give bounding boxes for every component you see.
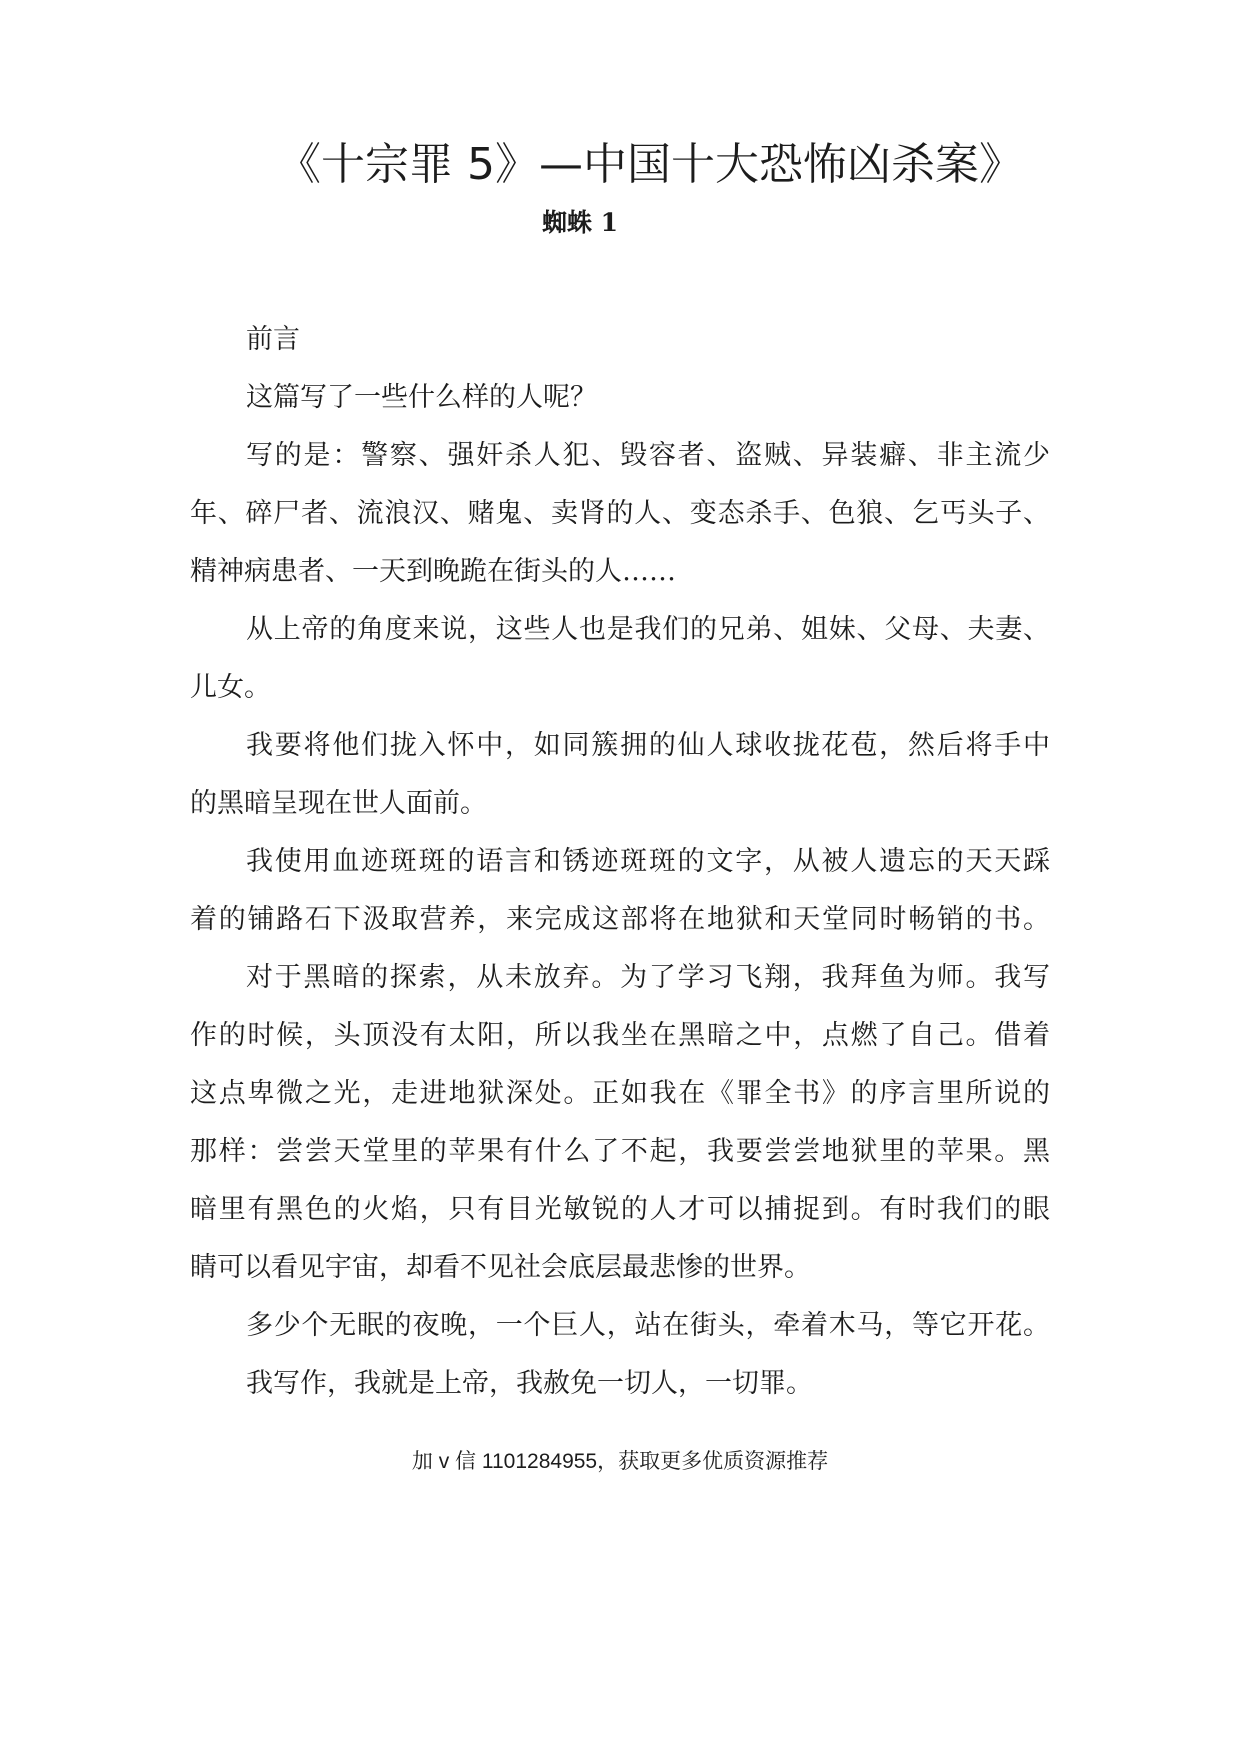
paragraph-line: 写的是：警察、强奸杀人犯、毁容者、盗贼、异装癖、非主流少 (246, 440, 1050, 471)
paragraph-line: 作的时候，头顶没有太阳，所以我坐在黑暗之中，点燃了自己。借着 (190, 1020, 1050, 1051)
paragraph (190, 717, 1050, 833)
paragraph-line: 那样：尝尝天堂里的苹果有什么了不起，我要尝尝地狱里的苹果。黑 (190, 1136, 1050, 1167)
paragraph (190, 601, 1050, 717)
paragraph-line: 年、碎尸者、流浪汉、赌鬼、卖肾的人、变态杀手、色狼、乞丐头子、 (190, 498, 1050, 529)
paragraph-line: 我写作，我就是上帝，我赦免一切人，一切罪。 (246, 1368, 813, 1399)
paragraph-line: 精神病患者、一天到晚跪在街头的人…… (190, 556, 676, 587)
paragraph (190, 949, 1050, 1297)
paragraph (190, 369, 1050, 427)
paragraph-line: 对于黑暗的探索，从未放弃。为了学习飞翔，我拜鱼为师。我写 (246, 962, 1050, 993)
paragraph (190, 427, 1050, 601)
document-title: 《十宗罪 5》—中国十大恐怖凶杀案》 (277, 139, 1023, 190)
paragraph-line: 的黑暗呈现在世人面前。 (190, 788, 487, 819)
author-line: 蜘蛛 1 (541, 208, 619, 237)
paragraph-line: 这点卑微之光，走进地狱深处。正如我在《罪全书》的序言里所说的 (190, 1078, 1050, 1109)
paragraph-line: 我要将他们拢入怀中，如同簇拥的仙人球收拢花苞，然后将手中 (246, 730, 1050, 761)
paragraph (190, 1355, 1050, 1413)
page-footer: 加 v 信 1101284955，获取更多优质资源推荐 (411, 1450, 829, 1473)
paragraph-line: 儿女。 (190, 672, 271, 703)
paragraph-line: 我使用血迹斑斑的语言和锈迹斑斑的文字，从被人遗忘的天天踩 (246, 846, 1050, 877)
paragraph-line: 这篇写了一些什么样的人呢？ (246, 382, 597, 413)
paragraph-line: 睛可以看见宇宙，却看不见社会底层最悲惨的世界。 (190, 1252, 811, 1283)
document-body (190, 311, 1050, 1413)
paragraph-line: 多少个无眠的夜晚，一个巨人，站在街头，牵着木马，等它开花。 (246, 1310, 1050, 1341)
paragraph-line: 着的铺路石下汲取营养，来完成这部将在地狱和天堂同时畅销的书。 (190, 904, 1050, 935)
paragraph-line: 暗里有黑色的火焰，只有目光敏锐的人才可以捕捉到。有时我们的眼 (190, 1194, 1050, 1225)
paragraph (190, 1297, 1050, 1355)
paragraph (190, 833, 1050, 949)
paragraph-line: 从上帝的角度来说，这些人也是我们的兄弟、姐妹、父母、夫妻、 (246, 614, 1050, 645)
preface-heading: 前言 (246, 324, 300, 355)
